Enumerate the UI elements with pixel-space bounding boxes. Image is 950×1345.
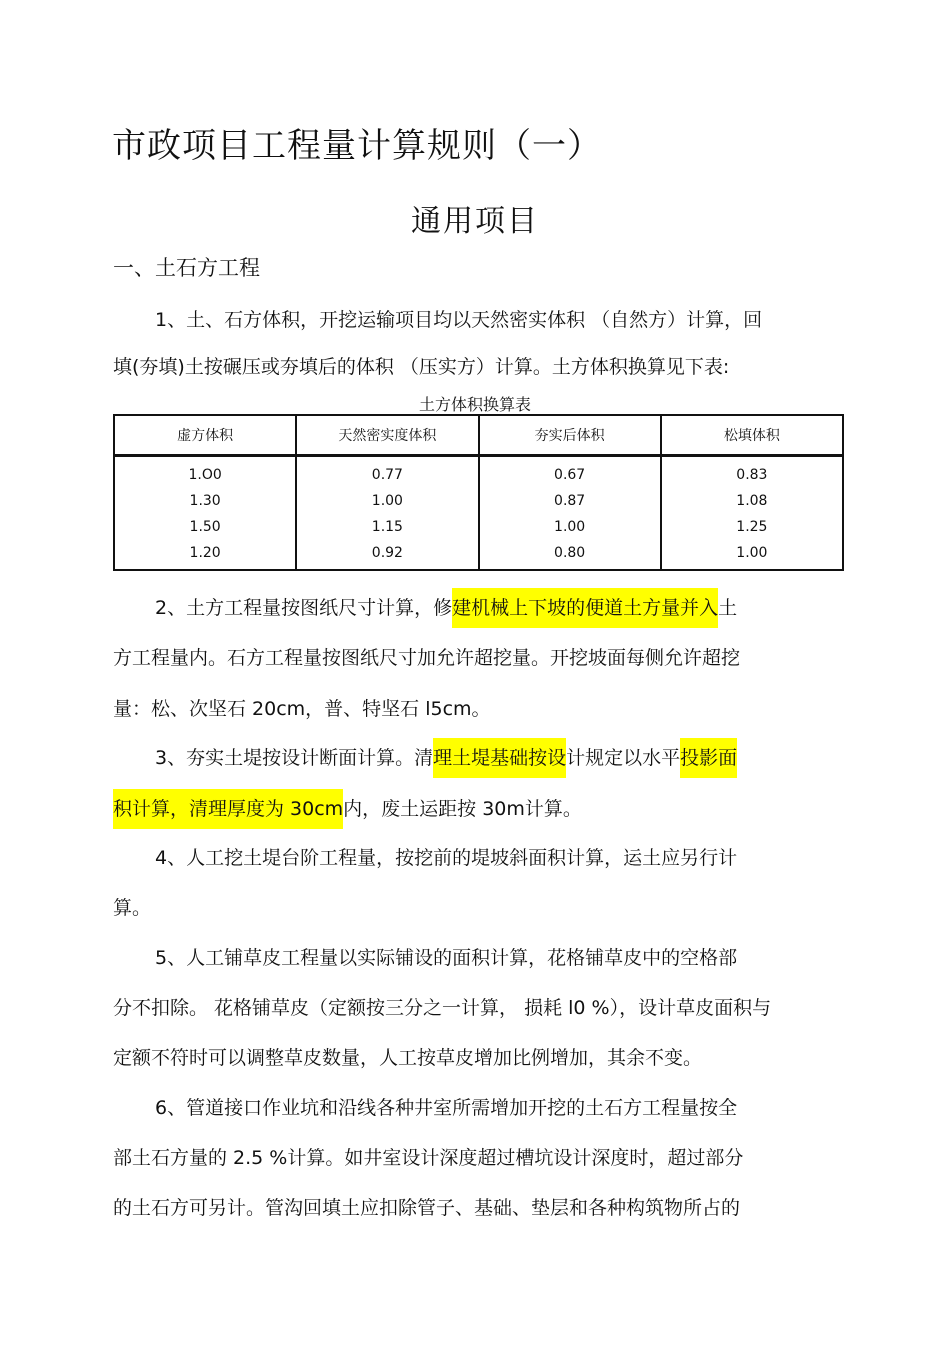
table-cell: 1.25 [661, 514, 843, 540]
highlighted-text: 投影面 [680, 738, 737, 778]
paragraph-6-line-1: 6、管道接口作业坑和沿线各种井室所需增加开挖的土石方工程量按全 [155, 1097, 738, 1119]
highlighted-text: 理土堤基础按设 [433, 738, 566, 778]
paragraph-2-line-2: 方工程量内。石方工程量按图纸尺寸加允许超挖量。开挖坡面每侧允许超挖 [113, 647, 741, 669]
table-cell: 0.67 [479, 456, 661, 489]
table-cell: 1.20 [114, 540, 296, 570]
table-cell: 0.77 [296, 456, 478, 489]
table-cell: 0.83 [661, 456, 843, 489]
table-cell: 0.92 [296, 540, 478, 570]
table-cell: 1.00 [296, 488, 478, 514]
paragraph-4-line-2: 算。 [113, 897, 152, 919]
paragraph-3-line-2 [113, 794, 582, 821]
text-run: 计规定以水平 [566, 747, 681, 769]
paragraph-1-line-2: 填(夯填)土按碾压或夯填后的体积 （压实方）计算。土方体积换算见下表: [113, 356, 730, 378]
text-run: 3、夯实土堤按设计断面计算。清 [155, 747, 434, 769]
table-row [114, 488, 843, 514]
table-cell: 1.30 [114, 488, 296, 514]
section-title: 通用项目 [411, 204, 539, 239]
document-title: 市政项目工程量计算规则（一） [112, 126, 602, 166]
table-cell: 1.08 [661, 488, 843, 514]
text-run: 2、土方工程量按图纸尺寸计算，修 [155, 597, 453, 619]
paragraph-5-line-2: 分不扣除。 花格铺草皮（定额按三分之一计算， 损耗 l0 %），设计草皮面积与 [113, 997, 772, 1019]
header-loose-fill-volume: 松填体积 [661, 415, 843, 456]
paragraph-5-line-1: 5、人工铺草皮工程量以实际铺设的面积计算，花格铺草皮中的空格部 [155, 947, 738, 969]
paragraph-6-line-3: 的土石方可另计。管沟回填土应扣除管子、基础、垫层和各种构筑物所占的 [113, 1197, 741, 1219]
table-cell: 1.00 [479, 514, 661, 540]
table-cell: 1.15 [296, 514, 478, 540]
paragraph-2-line-3: 量：松、次坚石 20cm，普、特坚石 l5cm。 [113, 698, 491, 720]
paragraph-5-line-3: 定额不符时可以调整草皮数量，人工按草皮增加比例增加，其余不变。 [113, 1047, 703, 1069]
table-row [114, 540, 843, 570]
header-loose-volume: 虚方体积 [114, 415, 296, 456]
paragraph-1-line-1: 1、土、石方体积，开挖运输项目均以天然密实体积 （自然方）计算，回 [155, 309, 763, 331]
table-cell: 1.O0 [114, 456, 296, 489]
table-row [114, 456, 843, 489]
table-cell: 1.00 [661, 540, 843, 570]
table-cell: 0.80 [479, 540, 661, 570]
table-row [114, 514, 843, 540]
conversion-table [113, 414, 844, 571]
paragraph-4-line-1: 4、人工挖土堤台阶工程量，按挖前的堤坡斜面积计算，运土应另行计 [155, 847, 738, 869]
header-natural-volume: 天然密实度体积 [296, 415, 478, 456]
table-caption: 土方体积换算表 [418, 395, 531, 414]
table-cell: 0.87 [479, 488, 661, 514]
paragraph-6-line-2: 部土石方量的 2.5 %计算。如井室设计深度超过槽坑设计深度时，超过部分 [113, 1147, 744, 1169]
text-run: 内，废土运距按 30m计算。 [343, 798, 582, 820]
chapter-heading: 一、土石方工程 [113, 256, 260, 280]
highlighted-text: 积计算，清理厚度为 30cm [113, 789, 343, 829]
header-compacted-volume: 夯实后体积 [479, 415, 661, 456]
highlighted-text: 建机械上下坡的便道土方量并入 [452, 588, 718, 628]
text-run: 土 [718, 597, 738, 619]
table-header-row [114, 415, 843, 456]
paragraph-2-line-1 [155, 593, 737, 620]
table-cell: 1.50 [114, 514, 296, 540]
paragraph-3-line-1 [155, 743, 737, 770]
